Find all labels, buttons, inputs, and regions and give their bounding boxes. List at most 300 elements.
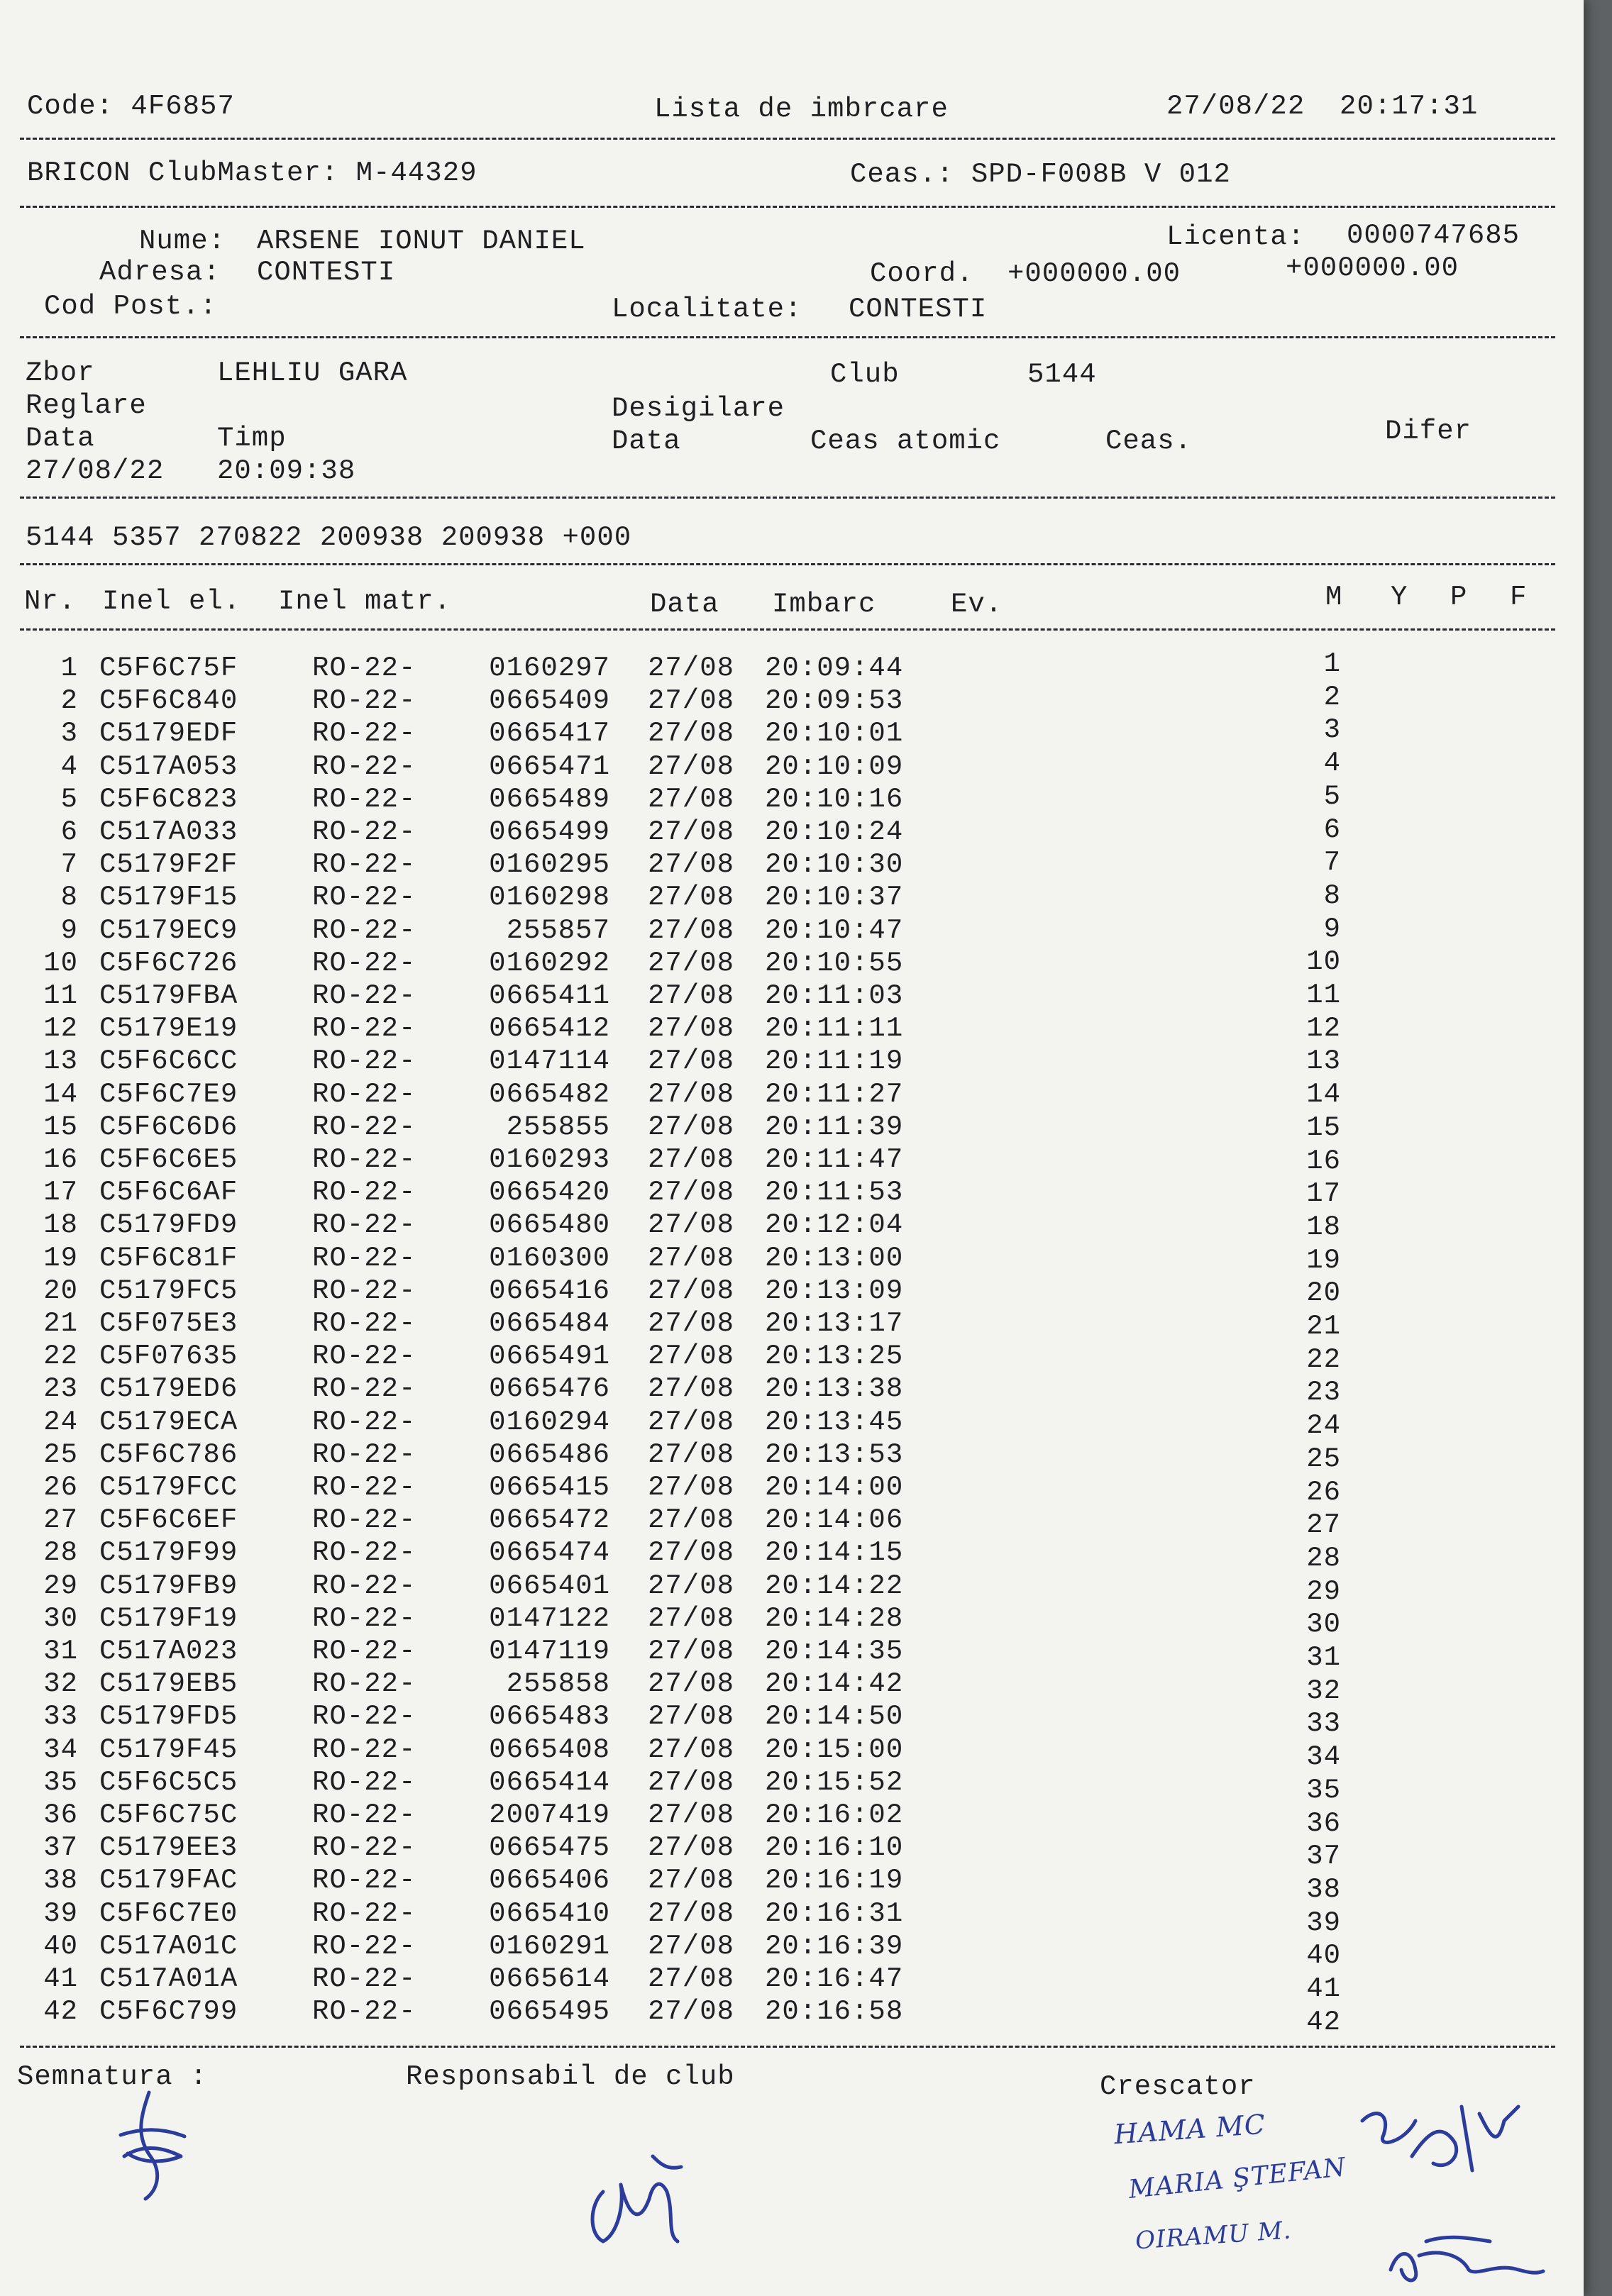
row-number: 37 [43,1832,78,1864]
license-number: 0000747685 [1347,220,1520,251]
basket-time: 20:12:04 [765,1209,904,1241]
separator [20,336,1555,338]
reglare-time: 20:09:38 [217,455,356,487]
ring-prefix: RO-22- [312,1766,416,1798]
m-position: 14 [1306,1079,1341,1111]
m-position: 41 [1306,1973,1341,2004]
row-number: 8 [60,882,78,914]
electronic-ring: C5179FBA [99,980,238,1011]
col-header-imbarc: Imbarc [772,589,876,620]
ring-prefix: RO-22- [312,1832,416,1864]
electronic-ring: C5F6C6EF [99,1504,238,1536]
coord-1: +000000.00 [1008,258,1181,289]
table-row [0,1636,1584,1673]
ring-number: 0665475 [489,1832,610,1864]
ring-number: 0160294 [489,1406,610,1438]
club-responsible-label: Responsabil de club [406,2061,735,2092]
ring-number: 0665411 [489,980,610,1011]
basket-date: 27/08 [648,1013,735,1045]
electronic-ring: C5F6C6AF [99,1177,238,1209]
basket-date: 27/08 [648,1078,735,1110]
ring-prefix: RO-22- [312,849,416,881]
ring-number: 255855 [506,1111,610,1143]
electronic-ring: C517A01C [99,1930,238,1962]
ring-prefix: RO-22- [312,1308,416,1339]
ring-prefix: RO-22- [312,1209,416,1241]
ring-number: 0160293 [489,1144,610,1175]
basket-date: 27/08 [648,1438,735,1470]
locality-label: Localitate: [612,294,802,325]
ring-number: 0665471 [489,750,610,782]
basket-time: 20:16:10 [765,1832,904,1864]
row-number: 14 [43,1078,78,1110]
basket-date: 27/08 [648,1177,735,1209]
m-position: 8 [1323,880,1341,911]
electronic-ring: C5179EE3 [99,1832,238,1864]
ring-number: 0665476 [489,1373,610,1405]
electronic-ring: C5F6C6E5 [99,1144,238,1175]
basket-time: 20:10:30 [765,849,904,881]
ring-prefix: RO-22- [312,1341,416,1372]
ring-prefix: RO-22- [312,685,416,717]
data-label: Data [26,423,95,454]
table-row [0,1308,1584,1341]
basket-time: 20:13:25 [765,1341,904,1372]
electronic-ring: C5F6C5C5 [99,1766,238,1798]
flight-label: Zbor [26,357,95,389]
basket-time: 20:13:17 [765,1308,904,1339]
row-number: 5 [60,783,78,815]
electronic-ring: C5179EDF [99,718,238,750]
row-number: 31 [43,1636,78,1667]
address-label: Adresa: [99,257,221,288]
m-position: 16 [1306,1145,1341,1177]
license-label: Licenta: [1166,221,1305,253]
basket-time: 20:14:50 [765,1701,904,1733]
separator [20,206,1555,208]
basket-date: 27/08 [648,1275,735,1307]
row-number: 17 [43,1177,78,1209]
m-position: 22 [1306,1343,1341,1375]
basket-date: 27/08 [648,882,735,914]
basket-date: 27/08 [648,1996,735,2028]
ring-prefix: RO-22- [312,750,416,782]
table-row [0,1701,1584,1740]
basket-time: 20:10:01 [765,718,904,750]
m-position: 33 [1306,1708,1341,1740]
electronic-ring: C5179F45 [99,1734,238,1765]
ring-prefix: RO-22- [312,1111,416,1143]
ring-prefix: RO-22- [312,947,416,979]
signature-label: Semnatura : [17,2061,208,2092]
m-position: 26 [1306,1476,1341,1508]
ring-prefix: RO-22- [312,980,416,1011]
row-number: 35 [43,1766,78,1798]
basket-time: 20:13:45 [765,1406,904,1438]
table-row [0,1243,1584,1275]
basket-date: 27/08 [648,1046,735,1077]
table-row [0,882,1584,914]
ceas-atomic-label: Ceas atomic [810,426,1001,457]
row-number: 12 [43,1013,78,1045]
breeder-signature-1 [1348,2092,1533,2192]
row-number: 36 [43,1799,78,1831]
basket-time: 20:14:00 [765,1472,904,1503]
reglare-label: Reglare [26,390,147,421]
electronic-ring: C5179FD5 [99,1701,238,1733]
table-row [0,1897,1584,1939]
m-position: 34 [1306,1741,1341,1773]
separator [20,628,1555,631]
m-position: 10 [1306,946,1341,978]
table-row [0,1734,1584,1773]
basket-date: 27/08 [648,1832,735,1864]
row-number: 29 [43,1570,78,1602]
ring-number: 0665412 [489,1013,610,1045]
row-number: 41 [43,1963,78,1995]
basket-time: 20:10:16 [765,783,904,815]
basket-time: 20:11:53 [765,1177,904,1209]
basket-time: 20:16:31 [765,1897,904,1929]
row-number: 42 [43,1996,78,2028]
basket-date: 27/08 [648,849,735,881]
row-number: 25 [43,1438,78,1470]
row-number: 22 [43,1341,78,1372]
coord-label: Coord. [870,258,974,289]
m-position: 7 [1323,847,1341,879]
basket-time: 20:10:55 [765,947,904,979]
ring-number: 0665416 [489,1275,610,1307]
row-number: 19 [43,1242,78,1274]
document-title: Lista de imbrcare [654,94,949,125]
ring-prefix: RO-22- [312,653,416,684]
basket-date: 27/08 [648,1963,735,1995]
breeder-label: Crescator [1100,2071,1256,2102]
table-row [0,1963,1584,2004]
basket-date: 27/08 [648,750,735,782]
electronic-ring: C5F6C6D6 [99,1111,238,1143]
basket-date: 27/08 [648,653,735,684]
col-header-data: Data [650,589,719,620]
m-position: 19 [1306,1244,1341,1276]
electronic-ring: C5F6C81F [99,1242,238,1274]
electronic-ring: C5179F19 [99,1602,238,1634]
row-number: 30 [43,1602,78,1634]
system-id: BRICON ClubMaster: M-44329 [27,157,477,189]
m-position: 30 [1306,1609,1341,1641]
basket-date: 27/08 [648,718,735,750]
basket-time: 20:10:37 [765,882,904,914]
ring-prefix: RO-22- [312,1177,416,1209]
clock-id: Ceas.: SPD-F008B V 012 [850,159,1231,190]
ring-number: 0665499 [489,816,610,848]
row-number: 32 [43,1668,78,1700]
basket-date: 27/08 [648,1308,735,1339]
ring-number: 0665417 [489,718,610,750]
m-position: 21 [1306,1311,1341,1342]
ring-number: 0160291 [489,1930,610,1962]
ring-prefix: RO-22- [312,1799,416,1831]
coord-2: +000000.00 [1286,253,1459,284]
ring-prefix: RO-22- [312,1406,416,1438]
ring-prefix: RO-22- [312,1930,416,1962]
basket-date: 27/08 [648,1865,735,1897]
basket-time: 20:11:19 [765,1046,904,1077]
basket-time: 20:10:47 [765,914,904,946]
m-position: 23 [1306,1377,1341,1409]
electronic-ring: C5F6C75C [99,1799,238,1831]
ring-number: 0665410 [489,1897,610,1929]
basket-date: 27/08 [648,685,735,717]
table-row [0,1177,1584,1209]
electronic-ring: C5F6C799 [99,1996,238,2028]
electronic-ring: C5179FAC [99,1865,238,1897]
electronic-ring: C517A033 [99,816,238,848]
m-position: 35 [1306,1774,1341,1806]
basket-date: 27/08 [648,980,735,1011]
ring-prefix: RO-22- [312,1963,416,1995]
basket-date: 27/08 [648,1602,735,1634]
club-responsible-signature [582,2142,710,2248]
electronic-ring: C5179ED6 [99,1373,238,1405]
ring-prefix: RO-22- [312,1472,416,1503]
row-number: 10 [43,947,78,979]
handwritten-line-2: MARIA ŞTEFAN [1127,2153,1348,2205]
row-number: 27 [43,1504,78,1536]
m-position: 9 [1323,913,1341,945]
ring-number: 0665484 [489,1308,610,1339]
table-row [0,1602,1584,1641]
handwritten-line-3: OIRAMU M. [1134,2216,1293,2256]
difer-label: Difer [1385,416,1472,447]
row-number: 21 [43,1308,78,1339]
basket-time: 20:10:09 [765,750,904,782]
ring-prefix: RO-22- [312,1078,416,1110]
ring-prefix: RO-22- [312,816,416,848]
table-row [0,1373,1584,1409]
m-position: 27 [1306,1509,1341,1541]
ring-prefix: RO-22- [312,914,416,946]
m-position: 38 [1306,1873,1341,1905]
table-row [0,748,1584,784]
m-position: 15 [1306,1111,1341,1143]
electronic-ring: C517A053 [99,750,238,782]
club-label: Club [830,359,900,390]
row-number: 1 [60,653,78,684]
basket-time: 20:13:53 [765,1438,904,1470]
owner-name-label: Nume: [139,226,226,257]
basket-time: 20:11:39 [765,1111,904,1143]
basket-time: 20:15:00 [765,1734,904,1765]
ring-number: 0665491 [489,1341,610,1372]
ring-number: 0665482 [489,1078,610,1110]
ring-number: 2007419 [489,1799,610,1831]
table-row [0,1996,1584,2038]
m-position: 6 [1323,814,1341,845]
m-position: 3 [1323,714,1341,746]
row-number: 11 [43,980,78,1011]
owner-name: ARSENE IONUT DANIEL [257,226,586,257]
col-header-ev: Ev. [951,589,1003,620]
ring-number: 255858 [506,1668,610,1700]
timp-label: Timp [217,423,287,454]
table-row [0,1799,1584,1839]
table-row [0,1111,1584,1144]
ring-number: 0160298 [489,882,610,914]
breeder-signature-2 [1376,2220,1547,2291]
basket-time: 20:13:09 [765,1275,904,1307]
m-position: 20 [1306,1277,1341,1309]
ring-prefix: RO-22- [312,1996,416,2028]
basket-time: 20:11:27 [765,1078,904,1110]
basket-date: 27/08 [648,1897,735,1929]
table-row [0,816,1584,849]
ring-number: 0160300 [489,1242,610,1274]
row-number: 38 [43,1865,78,1897]
separator [20,497,1555,499]
ring-number: 0665486 [489,1438,610,1470]
basket-time: 20:16:02 [765,1799,904,1831]
electronic-ring: C5F6C7E9 [99,1078,238,1110]
electronic-ring: C5179FCC [99,1472,238,1503]
row-number: 7 [60,849,78,881]
basket-time: 20:14:28 [765,1602,904,1634]
basket-time: 20:10:24 [765,816,904,848]
basket-date: 27/08 [648,783,735,815]
ring-prefix: RO-22- [312,1570,416,1602]
basket-date: 27/08 [648,1734,735,1765]
basket-date: 27/08 [648,1766,735,1798]
row-number: 18 [43,1209,78,1241]
flight-location: LEHLIU GARA [217,357,408,389]
clock-code-line: 5144 5357 270822 200938 200938 +000 [26,522,632,553]
ring-number: 0665483 [489,1701,610,1733]
table-row [0,681,1584,718]
basket-time: 20:11:03 [765,980,904,1011]
basket-date: 27/08 [648,1373,735,1405]
table-row [0,714,1584,750]
ceas-label: Ceas. [1105,426,1193,457]
desigilare-label: Desigilare [612,393,785,424]
basket-date: 27/08 [648,1144,735,1175]
address-value: CONTESTI [257,257,396,288]
separator [20,563,1555,565]
ring-prefix: RO-22- [312,1537,416,1569]
col-header-y: Y [1391,582,1408,613]
basket-date: 27/08 [648,914,735,946]
document-code: Code: 4F6857 [27,91,235,122]
electronic-ring: C5F6C786 [99,1438,238,1470]
separator [20,138,1555,140]
print-datetime: 27/08/22 20:17:31 [1166,91,1479,122]
m-position: 39 [1306,1907,1341,1939]
col-header-p: P [1450,582,1468,613]
table-row [0,648,1584,685]
table-row [0,1144,1584,1177]
m-position: 31 [1306,1642,1341,1673]
electronic-ring: C5F6C75F [99,653,238,684]
postcode-label: Cod Post.: [44,291,218,322]
table-row [0,1570,1584,1607]
table-row [0,980,1584,1013]
ring-number: 0147122 [489,1602,610,1634]
row-number: 4 [60,750,78,782]
basket-time: 20:14:15 [765,1537,904,1569]
ring-prefix: RO-22- [312,1144,416,1175]
electronic-ring: C5179FD9 [99,1209,238,1241]
ring-number: 0665614 [489,1963,610,1995]
m-position: 2 [1323,681,1341,713]
col-header-m: M [1325,582,1343,613]
basket-date: 27/08 [648,1799,735,1831]
electronic-ring: C5F6C7E0 [99,1897,238,1929]
basket-date: 27/08 [648,1668,735,1700]
ring-number: 0147119 [489,1636,610,1667]
basket-date: 27/08 [648,1570,735,1602]
basket-date: 27/08 [648,1406,735,1438]
ring-prefix: RO-22- [312,1602,416,1634]
basket-time: 20:16:58 [765,1996,904,2028]
electronic-ring: C5F6C823 [99,783,238,815]
electronic-ring: C517A01A [99,1963,238,1995]
table-row [0,1046,1584,1078]
basket-time: 20:14:22 [765,1570,904,1602]
table-row [0,1766,1584,1806]
electronic-ring: C5F6C6CC [99,1046,238,1077]
ring-number: 0665414 [489,1766,610,1798]
row-number: 33 [43,1701,78,1733]
club-number: 5144 [1027,359,1097,390]
ring-number: 0665408 [489,1734,610,1765]
basket-time: 20:09:53 [765,685,904,717]
basket-time: 20:11:11 [765,1013,904,1045]
electronic-ring: C5179EB5 [99,1668,238,1700]
basket-date: 27/08 [648,1701,735,1733]
basket-date: 27/08 [648,816,735,848]
ring-prefix: RO-22- [312,1734,416,1765]
m-position: 13 [1306,1046,1341,1077]
ring-number: 0665401 [489,1570,610,1602]
row-number: 26 [43,1472,78,1503]
row-number: 3 [60,718,78,750]
ring-prefix: RO-22- [312,882,416,914]
basket-time: 20:09:44 [765,653,904,684]
electronic-ring: C5179FC5 [99,1275,238,1307]
basket-time: 20:14:06 [765,1504,904,1536]
basket-date: 27/08 [648,1636,735,1667]
ring-prefix: RO-22- [312,1373,416,1405]
ring-prefix: RO-22- [312,1897,416,1929]
ring-prefix: RO-22- [312,1438,416,1470]
basket-date: 27/08 [648,1930,735,1962]
electronic-ring: C5F6C840 [99,685,238,717]
table-row [0,948,1584,980]
basket-time: 20:13:00 [765,1242,904,1274]
table-row [0,1341,1584,1373]
ring-number: 255857 [506,914,610,946]
basket-time: 20:11:47 [765,1144,904,1175]
m-position: 28 [1306,1542,1341,1574]
m-position: 17 [1306,1178,1341,1210]
row-number: 15 [43,1111,78,1143]
row-number: 2 [60,685,78,717]
row-number: 34 [43,1734,78,1765]
ring-number: 0665495 [489,1996,610,2028]
signature-mark [106,2085,206,2206]
electronic-ring: C5179F15 [99,882,238,914]
electronic-ring: C5179F99 [99,1537,238,1569]
ring-prefix: RO-22- [312,1668,416,1700]
